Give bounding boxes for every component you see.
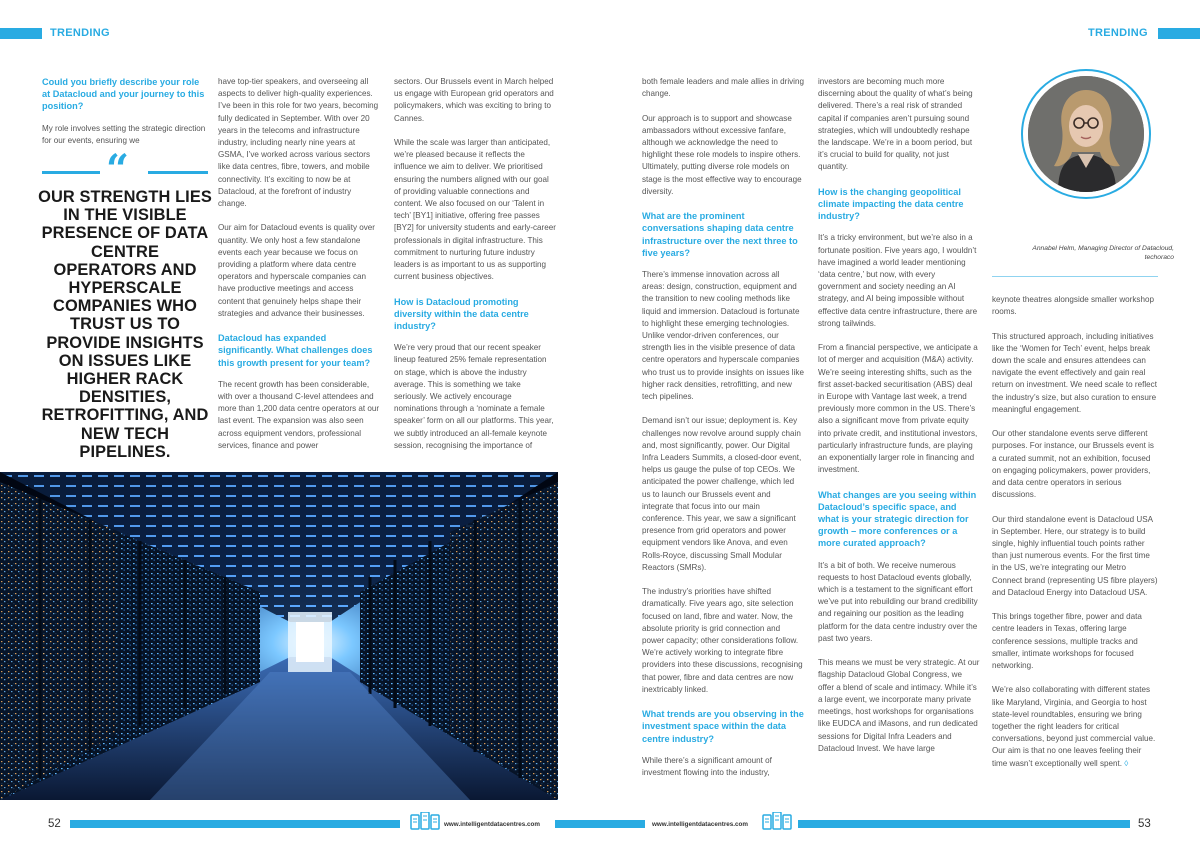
- server-rack-logo-icon: [762, 812, 792, 835]
- right-column-3: [992, 294, 1158, 782]
- left-column-2: [218, 76, 380, 464]
- page-number-left: 52: [48, 818, 61, 830]
- caption-rule: [992, 276, 1158, 277]
- section-heading: What changes are you seeing within Datacloud’s specific space, and what is your strategic direction for growth – more conferences or a more curated approach?: [818, 489, 977, 549]
- body-paragraph: The industry’s priorities have shifted dramatically. Five years ago, site selection focused on land, fibre and water. Now, the absolute priority is grid connection and power capacity; other considerations follow. We’re actively working to integrate fibre providers into these discussions, recognising that power, fibre and data centres are now inextricably linked.: [642, 587, 803, 694]
- quote-mark-icon: “: [106, 146, 130, 193]
- trending-label-left: TRENDING: [50, 27, 110, 39]
- body-paragraph: This means we must be very strategic. At our flagship Datacloud Global Congress, we offer a blend of scale and intimacy. While it’s a large event, we incorporate many private meetings, host workshops for organisations like EUDCA and iMasons, and run dedicated sessions for Digital Infra Leaders and Datacloud Invest. We have large: [818, 658, 980, 753]
- body-paragraph: Our aim for Datacloud events is quality over quantity. We only host a few standalone events each year because we focus on providing a platform where data centre operators and hyperscale companies can have productive meetings and access content that genuinely helps shape their strategies and advance their businesses.: [218, 223, 375, 318]
- body-paragraph: This structured approach, including initiatives like the ‘Women for Tech’ event, helps break down the scale and ensures attendees can navigate the event effectively and gain real return on investment. We need scale to reflect the industry’s size, but also curation to ensure meaningful engagement.: [992, 331, 1157, 414]
- end-of-article-diamond-icon: ◊: [1122, 758, 1129, 768]
- body-paragraph: It’s a bit of both. We receive numerous requests to host Datacloud events globally, which is a testament to the significant effort we’ve put into rebuilding our brand credibility and regaining our position as the leading platform for the data centre industry over the past two years.: [818, 560, 978, 643]
- page-number-right: 53: [1138, 818, 1151, 830]
- quote-rule-right: [148, 171, 208, 174]
- right-page: [600, 0, 1200, 849]
- trending-bar-left: [0, 28, 42, 39]
- body-paragraph: From a financial perspective, we anticipate a lot of merger and acquisition (M&A) activity. We’re seeing interesting shifts, such as the first asset-backed securitisation (ABS) deal in Europe with Vantage last week, a trend previously more common in the US. There’s also a significant move from private equity into private credit, and institutional investors, particularly infrastructure funds, are playing an exponentially larger role in financing and investment.: [818, 343, 978, 475]
- body-paragraph: sectors. Our Brussels event in March helped us engage with European grid operators and policymakers, which was exciting to bring to Cannes.: [394, 77, 554, 123]
- body-paragraph: It’s a tricky environment, but we’re also in a fortunate position. Five years ago, I wouldn’t have imagined a world leader mentioning ‘data centre,’ but now, with every government and society needing an AI strategy, and AI being impossible without effective data centre infrastructure, there are strong tailwinds.: [818, 233, 978, 328]
- intro-question: Could you briefly describe your role at Datacloud and your journey to this position?: [42, 77, 205, 112]
- body-paragraph: Our other standalone events serve different purposes. For instance, our Brussels event is a curated summit, not an exhibition, focused on engaging policymakers, power providers, and data centre operators in serious discussions.: [992, 429, 1154, 500]
- footer-bar-right-start: [600, 820, 645, 828]
- pull-quote: OUR STRENGTH LIES IN THE VISIBLE PRESENCE OF DATA CENTRE OPERATORS AND HYPERSCALE COMPANIES WHO TRUST US TO PROVIDE INSIGHTS ON ISSUES LIKE HIGHER RACK DENSITIES, RETROFITTING, AND NEW TECH PIPELINES.: [38, 188, 212, 461]
- right-column-1: [642, 76, 804, 791]
- trending-label-right: TRENDING: [1088, 27, 1148, 39]
- section-heading: What trends are you observing in the investment space within the data centre industry?: [642, 709, 804, 744]
- portrait-photo: [1028, 76, 1144, 192]
- body-paragraph: The recent growth has been considerable, with over a thousand C-level attendees and more than 1,200 data centre operators at our last event. The expansion was also seen across equipment vendors, professional services, finance and power: [218, 379, 380, 450]
- portrait-caption: Annabel Helm, Managing Director of Datacloud, techoraco: [1032, 245, 1174, 261]
- body-paragraph: both female leaders and male allies in driving change.: [642, 77, 804, 99]
- body-paragraph: We’re very proud that our recent speaker lineup featured 25% female representation on stage, which is above the industry average. This is something we take seriously. We actively encourage nominations through a ‘nominate a female speaker’ form on all our platforms. This year, we subtly introduced an all-female keynote session, recognising the importance of: [394, 343, 554, 450]
- body-paragraph: This brings together fibre, power and data centre leaders in Texas, offering large conference sessions, multiple tracks and smaller, intimate workshops for focused networking.: [992, 612, 1142, 671]
- server-room-illustration: [0, 472, 558, 800]
- trending-bar-right: [1158, 28, 1200, 39]
- body-paragraph: Demand isn’t our issue; deployment is. Key challenges now revolve around supply chain and, most significantly, power. Our Digital Infra Leaders Summits, a closed-door event, helps us gauge the pulse of top CEOs. We anticipated the power challenge, which led us to launch our Brussels event and integrate that focus into our main conference. This year, we saw a significant presence from grid operators and power equipment vendors like Anova, and even Rolls-Royce, discussing Small Modular Reactors (SMRs).: [642, 416, 802, 572]
- section-heading: How is the changing geopolitical climate impacting the data centre industry?: [818, 186, 964, 222]
- portrait-frame: [1021, 69, 1151, 199]
- intro-answer: My role involves setting the strategic direction for our events, ensuring we: [42, 123, 206, 145]
- body-paragraph: investors are becoming much more discerning about the quality of what’s being delivered. There’s a real risk of stranded capital if companies aren’t pursuing sound strategies, which will undoubtedly reshape the landscape. We’re in a boom period, but it’s crucial to build for quality, not just quantity.: [818, 77, 973, 172]
- right-column-2: [818, 76, 980, 767]
- section-heading: How is Datacloud promoting diversity within the data centre industry?: [394, 296, 529, 332]
- body-paragraph: While there’s a significant amount of investment flowing into the industry,: [642, 755, 772, 778]
- body-paragraph: keynote theatres alongside smaller workshop rooms.: [992, 295, 1154, 317]
- body-paragraph: Our approach is to support and showcase ambassadors without excessive fanfare, although we acknowledge the need to highlight these role models to inspire others. Ultimately, putting diverse role models on stage is the most effective way to encourage diversity.: [642, 113, 802, 196]
- footer-url-left[interactable]: www.intelligentdatacentres.com: [444, 821, 540, 828]
- footer-bar-left: [70, 820, 400, 828]
- body-paragraph: have top-tier speakers, and overseeing all aspects to deliver high-quality experiences. I’ve been in this role for two years, becoming fully dedicated in September. With over 20 years in the telecoms and infrastructure industry, including nearly nine years at GSMA, I’ve worked across various sectors like data centres, fibre, towers, and mobile connectivity. It’s exciting to now be at Datacloud, at the forefront of industry change.: [218, 77, 379, 209]
- quote-rule-left: [42, 171, 100, 174]
- server-room-image: [0, 472, 558, 800]
- server-rack-logo-icon: [410, 812, 440, 835]
- footer-bar-left-end: [555, 820, 600, 828]
- body-paragraph: While the scale was larger than anticipated, we’re pleased because it reflects the influence we aim to deliver. We prioritised ensuring the numbers aligned with our goal of providing valuable connections and content. We also focused on our ‘Talent in tech’ [BY1] initiative, offering free passes [BY2] for university students and early-career professionals in digital infrastructure. This commitment to nurturing future industry leaders is as important to us as supporting current business objectives.: [394, 138, 556, 282]
- footer-bar-right: [798, 820, 1130, 828]
- section-heading: What are the prominent conversations shaping data centre infrastructure over the next three to five years?: [642, 211, 798, 258]
- section-heading: Datacloud has expanded significantly. What challenges does this growth present for your team?: [218, 333, 373, 368]
- footer-url-right[interactable]: www.intelligentdatacentres.com: [652, 821, 748, 828]
- body-paragraph: Our third standalone event is Datacloud USA in September. Here, our strategy is to build single, highly influential touch points rather than just numerous events. For the first time in the US, we’re integrating our Metro Connect brand (representing US fibre players) and Datacloud Energy into Datacloud USA.: [992, 514, 1158, 597]
- body-paragraph: We’re also collaborating with different states like Maryland, Virginia, and Georgia to host state-level roundtables, ensuring we bring together the right leaders for critical conversations, beyond just commercial value. Our aim is that no one leaves feeling their time wasn’t exceptionally well spent. ◊: [992, 685, 1156, 768]
- left-column-3: [394, 76, 556, 464]
- body-paragraph: There’s immense innovation across all areas: design, construction, equipment and the transition to new cooling methods like liquid and immersion. Datacloud is fortunate to highlight these emerging technologies. Unlike vendor-driven conferences, our strength lies in the visible presence of data centre operators and hyperscale companies who trust us to provide insights on issues like higher rack densities, retrofitting, and new tech pipelines.: [642, 270, 804, 402]
